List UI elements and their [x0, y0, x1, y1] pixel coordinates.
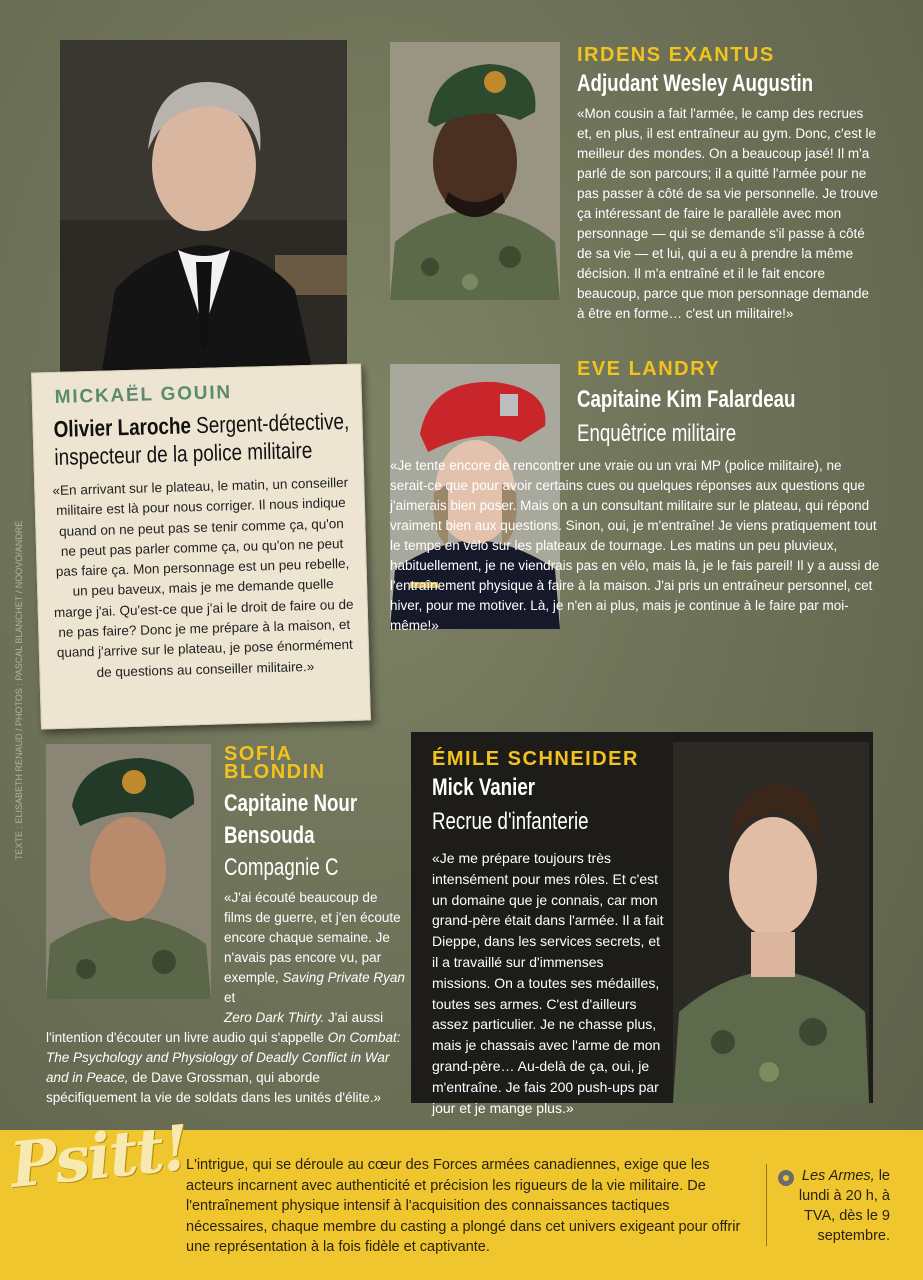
- band-divider: [766, 1164, 767, 1246]
- sofia-quote-a: «J'ai écouté beaucoup de films de guerre, et j'en écoute encore chaque semaine. Je n'avais pas encore vu, par exemple,: [224, 890, 401, 985]
- sofia-role-line1: Capitaine Nour: [224, 790, 358, 817]
- irdens-name: IRDENS EXANTUS: [577, 44, 775, 66]
- sofia-name-line1: SOFIA: [224, 743, 293, 765]
- sofia-quote-film2: Zero Dark Thirty.: [224, 1010, 325, 1025]
- sofia-quote-g: de Dave Grossman, qui aborde spécifiquement la vie de soldats dans les unités d'élite.»: [46, 1070, 382, 1105]
- mickael-role-rest: Sergent-détective, inspecteur de la police militaire: [54, 407, 350, 471]
- mickael-gouin-photo: [60, 40, 347, 382]
- sofia-subrole: Compagnie C: [224, 854, 339, 881]
- irdens-exantus-photo: [390, 42, 560, 300]
- emile-subrole: Recrue d'infanterie: [432, 808, 589, 835]
- eve-quote-text: «Je tente encore de rencontrer une vraie ou un vrai MP (police militaire), ne serait-ce que pour avoir certains cues ou quelques réponses aux questions que j'aimerais bien poser. Mais on a un consultant militaire sur le plateau, qui répond vraiment bien aux questions. Sinon, oui, je m'entraîne! Je viens pratiquement tout le temps en vélo sur les plateaux de tournage. Les matins un peu pluvieux, habituellement, je ne viendrais pas en vélo, mais là, je le fais pareil! Il y a aussi de l'entraînement physique à faire à la maison. J'ai pris un entraîneur personnel, cet hiver, pour me motiver. Là, je n'en ai plus, mais je continue à le faire par moi-même!»: [390, 458, 880, 633]
- emile-schneider-photo: [673, 742, 869, 1103]
- mickael-role-bold: Olivier Laroche: [53, 412, 192, 443]
- sofia-quote: [46, 888, 406, 1108]
- eve-quote: [390, 456, 880, 636]
- emile-name: ÉMILE SCHNEIDER: [432, 748, 639, 770]
- show-title: Les Armes,: [801, 1168, 875, 1184]
- sofia-quote-c: et: [224, 990, 236, 1005]
- irdens-role: Adjudant Wesley Augustin: [577, 70, 814, 97]
- mickael-name: MICKAËL GOUIN: [54, 382, 233, 409]
- sofia-role-line2: Bensouda: [224, 822, 315, 849]
- irdens-quote: «Mon cousin a fait l'armée, le camp des recrues et, en plus, il est entraîneur au gym. Donc, c'est le meilleur des mondes. On a beaucoup jasé! Il m'a parlé de son parcours; il a quitté l'armée pour ne pas passer à côté de sa vie personnelle. Je trouve ça intéressant de faire le parallèle avec mon personnage — qui se demande s'il passe à côté de sa vie — et lui, qui a eu à prendre la même décision. Il m'a entraîné et il le fait encore beaucoup, parce que mon personnage demande à être en forme… c'est un militaire!»: [577, 106, 878, 321]
- psitt-title: Psitt!: [6, 1110, 191, 1203]
- sofia-quote-e: J'ai aussi l'intention d'écouter un livre audio qui s'appelle: [46, 1010, 384, 1045]
- psitt-text: L'intrigue, qui se déroule au cœur des Forces armées canadiennes, exige que les acteurs incarnent avec authenticité et précision les rigueurs de la vie militaire. De l'entraînement physique intensif à l'acquisition des connaissances tactiques nécessaires, chaque membre du casting a plongé dans cet univers exigeant pour offrir une représentation à la fois fidèle et captivante.: [186, 1157, 741, 1255]
- broadcast-info: [775, 1166, 890, 1246]
- emile-quote: «Je me prépare toujours très intensément pour mes rôles. Et c'est un domaine que je connais, car mon grand-père était dans l'armée. Il a fait Dieppe, dans les services secrets, et il a travaillé sur d'immenses missions. On a toutes ses médailles, toutes ses armes. C'est d'ailleurs assez particulier. Je ne chasse plus, mais je chassais avec l'arme de mon grand-père… Au-delà de ça, oui, je m'entraîne. Je fais 200 push-ups par jour et je mange plus.»: [432, 850, 664, 1116]
- sofia-name-line2: BLONDIN: [224, 761, 326, 783]
- show-schedule: le lundi à 20 h, à TVA, dès le 9 septembre.: [798, 1168, 890, 1244]
- sofia-quote-film1: Saving Private Ryan: [282, 970, 405, 985]
- sofia-quote-book: On Combat: The Psychology and Physiology of Deadly Conflict in War and in Peace,: [46, 1030, 401, 1085]
- emile-role: Mick Vanier: [432, 774, 536, 801]
- eve-name: EVE LANDRY: [577, 358, 721, 380]
- photo-credit: TEXTE : ELISABETH RENAUD / PHOTOS : PASCAL BLANCHET / NOOVO/ANDRÉ: [14, 520, 24, 860]
- eve-role: Capitaine Kim Falardeau: [577, 386, 796, 413]
- mickael-quote: «En arrivant sur le plateau, le matin, un conseiller militaire est là pour nous corriger. Il nous indique quand on ne peut pas se tenir comme ça, qu'on ne peut pas parler comme ça, ou qu'on ne peut pas faire ça. Mon personnage est un peu rebelle, un peu baveux, mais je me demande quelle marge j'ai. Qu'est-ce que j'ai le droit de faire ou de ne pas faire? Donc je me prépare à la maison, et quand j'arrive sur le plateau, je pose énormément de questions au conseiller militaire.»: [52, 474, 354, 680]
- eve-subrole: Enquêtrice militaire: [577, 420, 737, 447]
